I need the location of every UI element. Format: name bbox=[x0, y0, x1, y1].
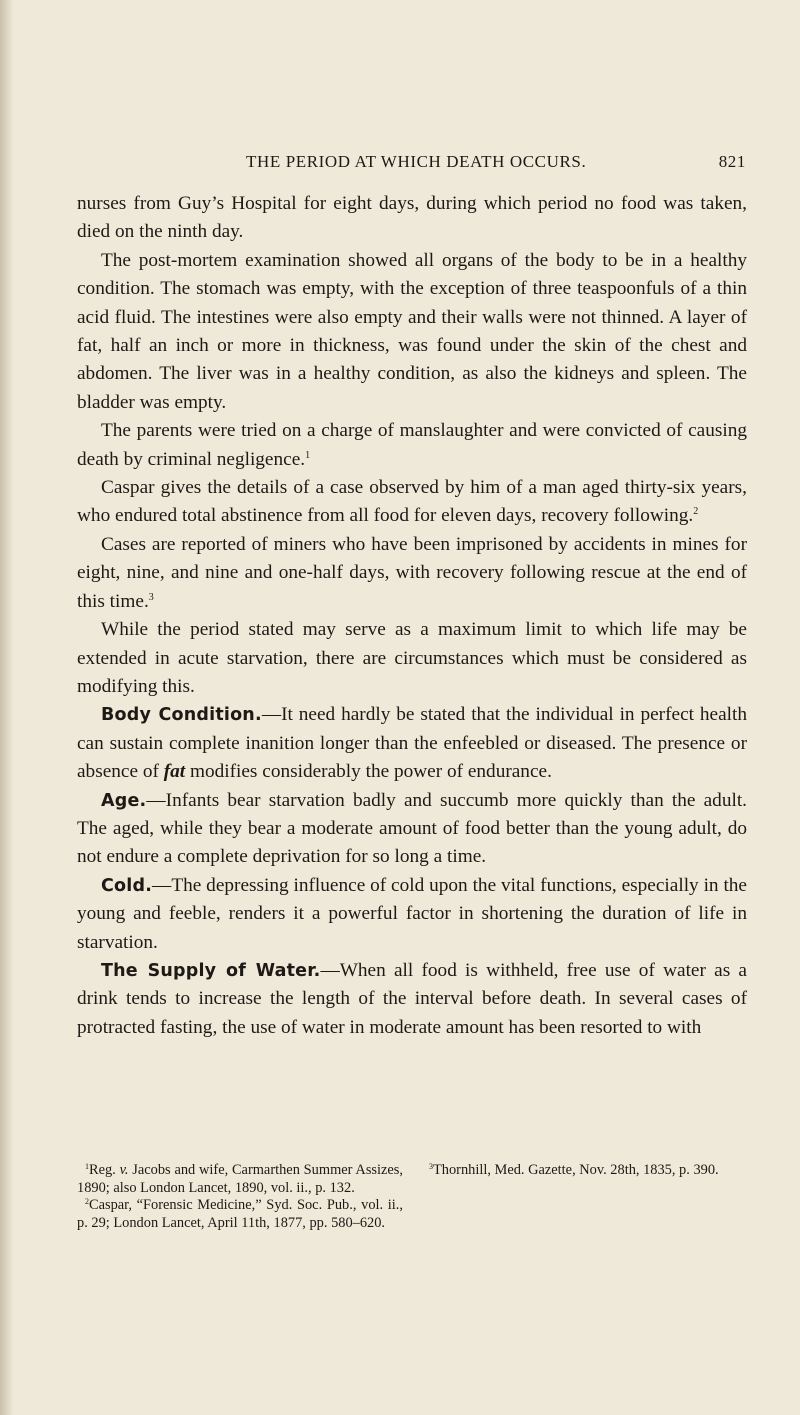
section-text: —Infants bear starvation badly and succumb more quickly than the adult. The aged, while they bear a moderate amount of food better than the young adult, do not endure a complete deprivation for so long a time. bbox=[77, 789, 747, 868]
section-heading: Body Condition. bbox=[101, 705, 262, 726]
footnotes bbox=[77, 1162, 747, 1232]
paragraph: The post-mortem examination showed all organs of the body to be in a healthy condition. The stomach was empty, with the exception of three teaspoonfuls of a thin acid fluid. The intestines were also empty and their walls were not thinned. A layer of fat, half an inch or more in thickness, was found under the skin of the chest and abdomen. The liver was in a healthy condition, as also the kidneys and spleen. The bladder was empty. bbox=[77, 249, 747, 413]
emphasis-text: fat bbox=[163, 761, 186, 783]
footnote-italic: v. bbox=[119, 1162, 129, 1178]
paragraph-text: Cases are reported of miners who have been imprisoned by accidents in mines for eight, nine, and nine and one-half days, with recovery following rescue at the end of this time. bbox=[77, 533, 747, 612]
page-edge-shadow bbox=[0, 0, 14, 1415]
footnote-marker: 2 bbox=[85, 1197, 89, 1206]
footnote-marker: 1 bbox=[85, 1162, 89, 1171]
section-heading: Age. bbox=[101, 790, 147, 811]
footnote-ref[interactable]: 3 bbox=[148, 591, 154, 603]
running-header-title: THE PERIOD AT WHICH DEATH OCCURS. bbox=[246, 152, 587, 171]
section-text: —The depressing influence of cold upon the vital functions, especially in the young and feeble, renders it a powerful factor in shortening the duration of life in starvation. bbox=[77, 874, 747, 953]
footnotes-column-left bbox=[77, 1162, 403, 1232]
footnotes-column-right bbox=[421, 1162, 747, 1232]
body-text bbox=[77, 190, 747, 1042]
footnote-text: Jacobs and wife, Carmarthen Summer Assizes, 1890; also London Lancet, 1890, vol. ii., p. 132. bbox=[77, 1162, 403, 1196]
footnote-3 bbox=[421, 1162, 747, 1180]
footnote-text: Thornhill, Med. Gazette, Nov. 28th, 1835, p. 390. bbox=[433, 1162, 719, 1178]
section-text: modifies considerably the power of endurance. bbox=[185, 761, 552, 783]
section-supply-of-water bbox=[77, 957, 747, 1042]
footnote-ref[interactable]: 1 bbox=[305, 449, 311, 461]
section-age bbox=[77, 787, 747, 872]
section-body-condition bbox=[77, 701, 747, 786]
page-number: 821 bbox=[718, 152, 746, 171]
section-cold bbox=[77, 872, 747, 957]
footnote-text: Reg. bbox=[89, 1162, 120, 1178]
footnote-2 bbox=[77, 1197, 403, 1232]
paragraph: nurses from Guy’s Hospital for eight days, during which period no food was taken, died on the ninth day. bbox=[77, 193, 747, 243]
footnote-text: Caspar, “Forensic Medicine,” Syd. Soc. Pub., vol. ii., p. 29; London Lancet, April 11th, 1877, pp. 580–620. bbox=[77, 1197, 403, 1231]
paragraph bbox=[77, 474, 747, 531]
section-heading: The Supply of Water. bbox=[101, 960, 321, 981]
footnote-1 bbox=[77, 1162, 403, 1197]
section-text: —It need hardly be stated that the individual in perfect health can sustain complete inanition longer than the enfeebled or diseased. The presence or absence of bbox=[77, 704, 747, 783]
paragraph bbox=[77, 417, 747, 474]
section-heading: Cold. bbox=[101, 875, 153, 896]
paragraph-text: The parents were tried on a charge of manslaughter and were convicted of causing death by criminal negligence. bbox=[77, 420, 747, 470]
section-text: —When all food is withheld, free use of water as a drink tends to increase the length of the interval before death. In several cases of protracted fasting, the use of water in moderate amount has been resorted to with bbox=[77, 959, 747, 1038]
footnote-ref[interactable]: 2 bbox=[693, 506, 699, 518]
paragraph-text: Caspar gives the details of a case observed by him of a man aged thirty-six years, who endured total abstinence from all food for eleven days, recovery following. bbox=[77, 477, 747, 527]
paragraph bbox=[77, 531, 747, 616]
footnote-marker: 3 bbox=[429, 1162, 433, 1171]
paragraph: While the period stated may serve as a maximum limit to which life may be extended in acute starvation, there are circumstances which must be considered as modifying this. bbox=[77, 619, 747, 697]
